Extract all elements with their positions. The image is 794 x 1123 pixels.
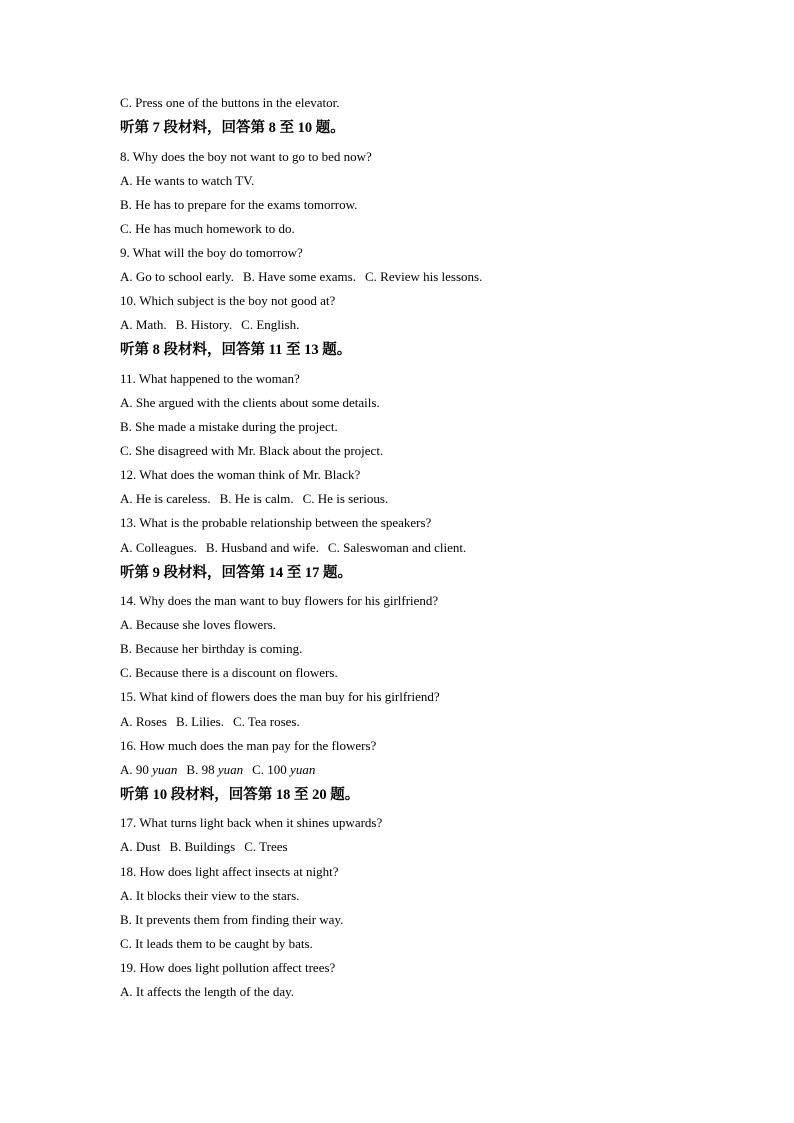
option-amount: C. 100 [252,761,287,777]
answer-option: A. She argued with the clients about some details. [120,394,380,410]
option-unit: yuan [152,761,178,777]
answer-option: B. Because her birthday is coming. [120,641,303,657]
answer-option: B. He has to prepare for the exams tomorrow. [120,196,358,212]
section-heading: 听第 10 段材料，回答第 18 至 20 题。 [120,786,360,803]
answer-option: B. History. [175,317,233,333]
section-heading: 听第 8 段材料，回答第 11 至 13 题。 [120,342,352,359]
answer-option: A. Roses [120,713,167,729]
answer-option: B. It prevents them from finding their way. [120,911,344,927]
answer-option: C. Saleswoman and client. [327,539,467,555]
answer-options-row [120,317,740,341]
question-text: 19. How does light pollution affect trees? [120,959,336,975]
answer-option: A. Because she loves flowers. [120,617,276,633]
answer-option: B. Buildings [169,839,236,855]
answer-option: A. He wants to watch TV. [120,172,255,188]
question-text: 9. What will the boy do tomorrow? [120,244,303,260]
question-text: 17. What turns light back when it shines upwards? [120,815,383,831]
answer-option: B. He is calm. [219,491,294,507]
document-page [120,95,740,1008]
answer-option: C. Tea roses. [232,713,300,729]
answer-option: A. He is careless. [120,491,211,507]
answer-option: C. English. [241,317,300,333]
answer-options-row [120,269,740,293]
answer-option [252,762,315,777]
answer-option: C. Review his lessons. [364,269,483,285]
answer-option: B. Lilies. [175,713,224,729]
answer-options-row [120,762,740,786]
question-text: 14. Why does the man want to buy flowers for his girlfriend? [120,593,439,609]
answer-options-row [120,491,740,515]
answer-option: C. She disagreed with Mr. Black about the project. [120,443,384,459]
answer-option: B. Have some exams. [242,269,356,285]
answer-option [186,762,243,777]
answer-options-row [120,540,740,564]
question-text: 16. How much does the man pay for the flowers? [120,737,377,753]
option-amount: B. 98 [186,761,215,777]
answer-option [120,762,177,777]
answer-option: C. Press one of the buttons in the elevator. [120,95,340,110]
question-text: 12. What does the woman think of Mr. Black? [120,467,361,483]
answer-option: C. Trees [244,839,288,855]
option-amount: A. 90 [120,761,149,777]
answer-option: A. Go to school early. [120,269,234,285]
question-text: 18. How does light affect insects at night? [120,863,339,879]
question-text: 15. What kind of flowers does the man buy for his girlfriend? [120,689,440,705]
answer-option: B. Husband and wife. [205,539,319,555]
section-heading: 听第 7 段材料，回答第 8 至 10 题。 [120,120,345,137]
answer-option: C. He has much homework to do. [120,220,295,236]
answer-option: A. Math. [120,317,167,333]
answer-option: A. Dust [120,839,161,855]
answer-option: C. He is serious. [302,491,389,507]
answer-options-row [120,714,740,738]
answer-option: C. It leads them to be caught by bats. [120,935,313,951]
question-text: 8. Why does the boy not want to go to bed now? [120,148,372,164]
answer-option: A. It blocks their view to the stars. [120,887,300,903]
answer-option: B. She made a mistake during the project. [120,419,338,435]
option-unit: yuan [217,761,244,777]
question-text: 10. Which subject is the boy not good at? [120,293,336,309]
answer-option: A. It affects the length of the day. [120,984,294,999]
question-text: 11. What happened to the woman? [120,370,300,386]
section-heading: 听第 9 段材料，回答第 14 至 17 题。 [120,564,352,581]
answer-option: A. Colleagues. [120,539,197,555]
answer-option: C. Because there is a discount on flowers. [120,665,338,681]
answer-options-row [120,839,740,863]
question-text: 13. What is the probable relationship between the speakers? [120,515,432,531]
option-unit: yuan [290,761,316,777]
